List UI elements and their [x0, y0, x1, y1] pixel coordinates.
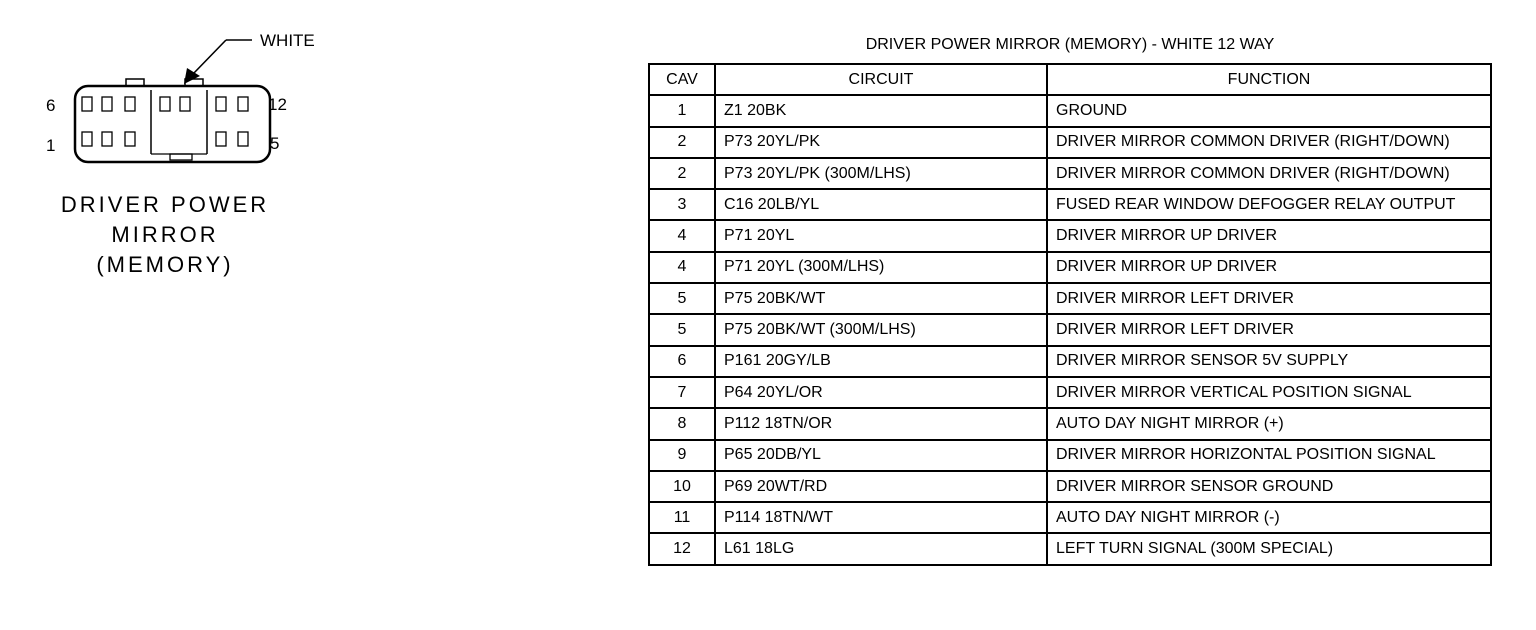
- function-cell: GROUND: [1047, 95, 1491, 126]
- table-row: [649, 127, 1491, 158]
- pin-label-bottom-right: 5: [270, 134, 280, 153]
- cav-cell: 4: [649, 252, 715, 283]
- function-cell: DRIVER MIRROR SENSOR 5V SUPPLY: [1047, 346, 1491, 377]
- pin-label-top-left: 6: [46, 96, 56, 115]
- cav-cell: 1: [649, 95, 715, 126]
- header-cav: CAV: [649, 64, 715, 95]
- label-leader-line-diagonal: [193, 40, 226, 74]
- connector-color-label: WHITE: [260, 31, 315, 50]
- circuit-cell: P75 20BK/WT (300M/LHS): [715, 314, 1047, 345]
- table-row: [649, 533, 1491, 564]
- table-row: [649, 314, 1491, 345]
- table-row: [649, 252, 1491, 283]
- header-circuit: CIRCUIT: [715, 64, 1047, 95]
- circuit-cell: P112 18TN/OR: [715, 408, 1047, 439]
- table-row: [649, 440, 1491, 471]
- function-cell: DRIVER MIRROR LEFT DRIVER: [1047, 314, 1491, 345]
- table-body: [649, 95, 1491, 564]
- table-header-row: [649, 64, 1491, 95]
- cav-cell: 3: [649, 189, 715, 220]
- cav-cell: 11: [649, 502, 715, 533]
- circuit-cell: P75 20BK/WT: [715, 283, 1047, 314]
- caption-line: (MEMORY): [96, 252, 234, 277]
- circuit-cell: C16 20LB/YL: [715, 189, 1047, 220]
- pin-label-top-right: 12: [268, 95, 287, 114]
- table-row: [649, 95, 1491, 126]
- cav-cell: 6: [649, 346, 715, 377]
- circuit-cell: P69 20WT/RD: [715, 471, 1047, 502]
- pin-label-bottom-left: 1: [46, 136, 56, 155]
- function-cell: DRIVER MIRROR LEFT DRIVER: [1047, 283, 1491, 314]
- circuit-cell: Z1 20BK: [715, 95, 1047, 126]
- function-cell: DRIVER MIRROR SENSOR GROUND: [1047, 471, 1491, 502]
- cavity-row-top: [82, 97, 248, 111]
- table-row: [649, 220, 1491, 251]
- table-row: [649, 502, 1491, 533]
- function-cell: DRIVER MIRROR COMMON DRIVER (RIGHT/DOWN): [1047, 127, 1491, 158]
- table-row: [649, 471, 1491, 502]
- cav-cell: 2: [649, 158, 715, 189]
- pinout-table: [648, 63, 1492, 566]
- circuit-cell: P71 20YL: [715, 220, 1047, 251]
- circuit-cell: P161 20GY/LB: [715, 346, 1047, 377]
- function-cell: AUTO DAY NIGHT MIRROR (-): [1047, 502, 1491, 533]
- table-row: [649, 408, 1491, 439]
- table-row: [649, 189, 1491, 220]
- circuit-cell: P73 20YL/PK: [715, 127, 1047, 158]
- cav-cell: 12: [649, 533, 715, 564]
- cav-cell: 9: [649, 440, 715, 471]
- circuit-cell: L61 18LG: [715, 533, 1047, 564]
- circuit-cell: P64 20YL/OR: [715, 377, 1047, 408]
- circuit-cell: P71 20YL (300M/LHS): [715, 252, 1047, 283]
- function-cell: DRIVER MIRROR COMMON DRIVER (RIGHT/DOWN): [1047, 158, 1491, 189]
- cav-cell: 8: [649, 408, 715, 439]
- caption-line: DRIVER POWER: [60, 192, 270, 217]
- function-cell: DRIVER MIRROR HORIZONTAL POSITION SIGNAL: [1047, 440, 1491, 471]
- circuit-cell: P65 20DB/YL: [715, 440, 1047, 471]
- cavity-row-bottom: [82, 132, 248, 146]
- cav-cell: 4: [649, 220, 715, 251]
- connector-caption: [30, 190, 300, 280]
- table-row: [649, 346, 1491, 377]
- cav-cell: 7: [649, 377, 715, 408]
- function-cell: LEFT TURN SIGNAL (300M SPECIAL): [1047, 533, 1491, 564]
- circuit-cell: P114 18TN/WT: [715, 502, 1047, 533]
- keyway-slot: [170, 154, 192, 160]
- header-function: FUNCTION: [1047, 64, 1491, 95]
- function-cell: FUSED REAR WINDOW DEFOGGER RELAY OUTPUT: [1047, 189, 1491, 220]
- function-cell: DRIVER MIRROR UP DRIVER: [1047, 252, 1491, 283]
- table-row: [649, 158, 1491, 189]
- function-cell: DRIVER MIRROR VERTICAL POSITION SIGNAL: [1047, 377, 1491, 408]
- table-title: DRIVER POWER MIRROR (MEMORY) - WHITE 12 WAY: [865, 36, 1275, 53]
- cav-cell: 5: [649, 283, 715, 314]
- function-cell: AUTO DAY NIGHT MIRROR (+): [1047, 408, 1491, 439]
- caption-line: MIRROR: [111, 222, 219, 247]
- cav-cell: 10: [649, 471, 715, 502]
- table-row: [649, 377, 1491, 408]
- table-row: [649, 283, 1491, 314]
- cav-cell: 2: [649, 127, 715, 158]
- function-cell: DRIVER MIRROR UP DRIVER: [1047, 220, 1491, 251]
- cav-cell: 5: [649, 314, 715, 345]
- circuit-cell: P73 20YL/PK (300M/LHS): [715, 158, 1047, 189]
